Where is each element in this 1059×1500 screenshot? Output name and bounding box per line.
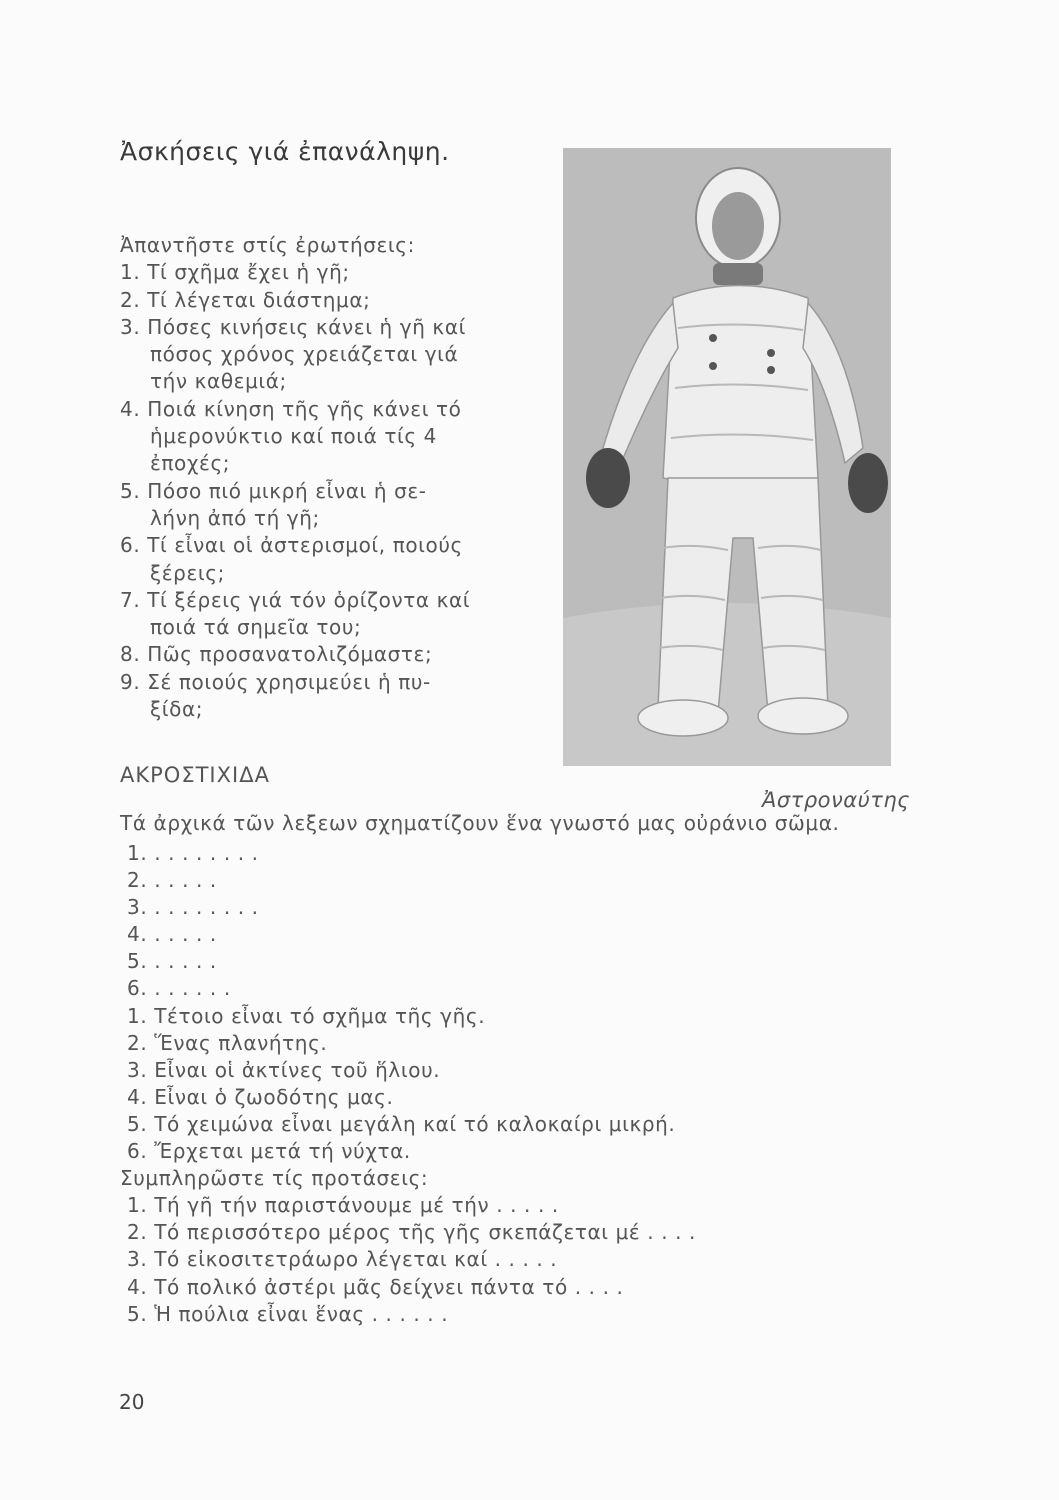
acrostic-clue: 3. Εἶναι οἱ ἀκτίνες τοῦ ἥλιου. <box>127 1057 441 1082</box>
completion-item: 1. Τή γῆ τήν παριστάνουμε μέ τήν . . . . . <box>127 1193 559 1218</box>
question-5: 5. Πόσο πιό μικρή εἶναι ἡ σε- <box>120 478 427 503</box>
acrostic-blank: 4. . . . . . <box>127 922 217 947</box>
question-3-cont: τήν καθεμιά; <box>150 369 287 394</box>
question-4-cont: ἡμερονύκτιο καί ποιά τίς 4 <box>150 424 437 449</box>
acrostic-blank: 6. . . . . . . <box>127 976 231 1001</box>
figure-caption: Ἀστροναύτης <box>762 788 910 812</box>
acrostic-blank: 3. . . . . . . . . <box>127 895 259 920</box>
acrostic-clue: 1. Τέτοιο εἶναι τό σχῆμα τῆς γῆς. <box>127 1003 486 1028</box>
question-4: 4. Ποιά κίνηση τῆς γῆς κάνει τό <box>120 396 462 421</box>
question-5-cont: λήνη ἀπό τή γῆ; <box>150 505 320 530</box>
completion-item: 3. Τό εἰκοσιτετράωρο λέγεται καί . . . . . <box>127 1247 558 1272</box>
question-8: 8. Πῶς προσανατολιζόμαστε; <box>120 642 433 667</box>
page-number: 20 <box>119 1390 145 1414</box>
question-7-cont: ποιά τά σημεῖα του; <box>150 615 362 640</box>
question-6-cont: ξέρεις; <box>150 560 225 585</box>
acrostic-clue: 2. Ἕνας πλανήτης. <box>127 1030 328 1055</box>
acrostic-blank: 5. . . . . . <box>127 949 217 974</box>
question-4-cont: ἐποχές; <box>150 451 231 476</box>
acrostic-list <box>120 840 697 1328</box>
acrostic-title: ΑΚΡΟΣΤΙΧΙΔΑ <box>120 763 270 787</box>
question-9-cont: ξίδα; <box>150 697 204 722</box>
question-9: 9. Σέ ποιούς χρησιμεύει ἡ πυ- <box>120 669 431 694</box>
question-6: 6. Τί εἶναι οἱ ἀστερισμοί, ποιούς <box>120 533 463 558</box>
acrostic-blank: 2. . . . . . <box>127 868 217 893</box>
completion-item: 4. Τό πολικό ἀστέρι μᾶς δείχνει πάντα τό . . . . <box>127 1274 624 1299</box>
completion-item: 5. Ἡ πούλια εἶναι ἕνας . . . . . . <box>127 1301 449 1326</box>
acrostic-blank: 1. . . . . . . . . <box>127 841 259 865</box>
acrostic-clue: 4. Εἶναι ὁ ζωοδότης μας. <box>127 1084 394 1109</box>
question-2: 2. Τί λέγεται διάστημα; <box>120 287 371 312</box>
acrostic-intro: Τά ἀρχικά τῶν λεξεων σχηματίζουν ἕνα γνωστό μας οὐράνιο σῶμα. <box>120 811 840 835</box>
astronaut-illustration <box>563 148 891 766</box>
astronaut-icon <box>563 148 891 766</box>
completion-item: 2. Τό περισσότερο μέρος τῆς γῆς σκεπάζεται μέ . . . . <box>127 1220 697 1245</box>
question-3: 3. Πόσες κινήσεις κάνει ἡ γῆ καί <box>120 314 466 339</box>
question-1: 1. Τί σχῆμα ἔχει ἡ γῆ; <box>120 260 350 285</box>
question-7: 7. Τί ξέρεις γιά τόν ὁρίζοντα καί <box>120 587 471 612</box>
question-3-cont: πόσος χρόνος χρειάζεται γιά <box>150 342 459 367</box>
questions-intro: Ἀπαντῆστε στίς ἐρωτήσεις: <box>120 233 415 257</box>
acrostic-clue: 6. Ἔρχεται μετά τή νύχτα. <box>127 1139 411 1164</box>
page-title: Ἀσκήσεις γιά ἐπανάληψη. <box>120 137 450 166</box>
acrostic-clue: 5. Τό χειμώνα εἶναι μεγάλη καί τό καλοκαίρι μικρή. <box>127 1111 676 1136</box>
questions-block <box>120 232 520 723</box>
completion-intro: Συμπληρῶστε τίς προτάσεις: <box>120 1166 429 1191</box>
